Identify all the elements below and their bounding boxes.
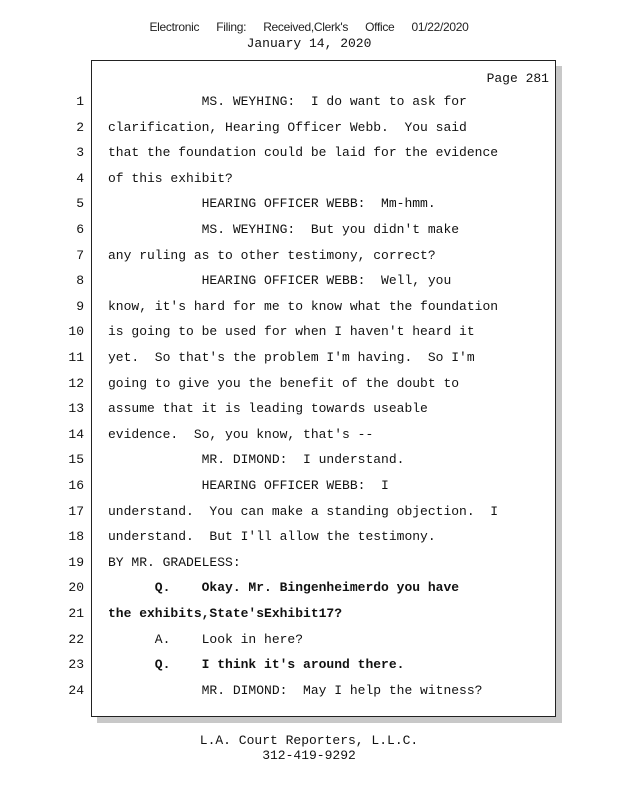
line-number: 21 xyxy=(68,606,84,621)
line-number: 5 xyxy=(76,196,84,212)
page-number: Page 281 xyxy=(486,71,549,86)
transcript-line xyxy=(0,222,618,242)
line-text: MS. WEYHING: But you didn't make xyxy=(108,222,460,237)
line-text: HEARING OFFICER WEBB: Mm-hmm. xyxy=(108,196,436,212)
transcript-line xyxy=(0,196,618,216)
line-number: 3 xyxy=(76,145,84,161)
line-number: 13 xyxy=(68,401,84,417)
line-text: that the foundation could be laid for the evidence xyxy=(108,145,499,161)
transcript-line xyxy=(0,376,618,396)
transcript-line xyxy=(0,580,618,600)
line-number: 10 xyxy=(68,324,84,340)
transcript-line xyxy=(0,94,618,114)
line-number: 23 xyxy=(68,657,84,673)
line-text: assume that it is leading towards useable xyxy=(108,401,428,417)
line-number: 8 xyxy=(76,273,84,289)
line-text: MR. DIMOND: May I help the witness? xyxy=(108,682,483,698)
line-text: yet. So that's the problem I'm having. So I'm xyxy=(108,350,475,365)
line-number: 4 xyxy=(76,170,84,186)
transcript-line xyxy=(0,504,618,524)
transcript-line xyxy=(0,657,618,677)
line-number: 22 xyxy=(68,631,84,647)
transcript-line xyxy=(0,555,618,575)
reporter-company: L.A. Court Reporters, L.L.C. xyxy=(199,733,419,748)
stamp-received: Received,Clerk's xyxy=(263,20,349,34)
line-text: Q. Okay. Mr. Bingenheimerdo you have xyxy=(108,580,460,596)
line-number: 18 xyxy=(68,529,84,545)
footer xyxy=(0,733,618,763)
transcript-line xyxy=(0,350,618,370)
line-text: any ruling as to other testimony, correct? xyxy=(108,247,436,263)
line-number: 7 xyxy=(76,247,84,263)
transcript-line xyxy=(0,452,618,472)
line-text: BY MR. GRADELESS: xyxy=(108,554,241,570)
line-text: MR. DIMOND: I understand. xyxy=(108,452,405,468)
transcript-line xyxy=(0,478,618,498)
line-text: HEARING OFFICER WEBB: Well, you xyxy=(108,273,452,289)
transcript-line xyxy=(0,145,618,165)
transcript-line xyxy=(0,273,618,293)
transcript-line xyxy=(0,171,618,191)
transcript-line xyxy=(0,606,618,626)
line-text: of this exhibit? xyxy=(108,170,233,186)
stamp-office: Office xyxy=(365,20,395,34)
reporter-phone: 312-419-9292 xyxy=(262,748,356,763)
line-text: HEARING OFFICER WEBB: I xyxy=(108,478,389,493)
line-number: 19 xyxy=(68,554,84,570)
line-text: understand. But I'll allow the testimony. xyxy=(108,529,436,545)
line-text: MS. WEYHING: I do want to ask for xyxy=(108,94,467,109)
line-number: 16 xyxy=(68,478,84,493)
line-number: 24 xyxy=(68,682,84,698)
line-number: 14 xyxy=(68,426,84,442)
line-text: understand. You can make a standing objection. I xyxy=(108,503,499,519)
transcript-line xyxy=(0,248,618,268)
line-text: A. Look in here? xyxy=(108,631,304,647)
stamp-electronic: Electronic xyxy=(149,20,200,34)
line-number: 20 xyxy=(68,580,84,596)
line-text: the exhibits,State'sExhibit17? xyxy=(108,606,343,621)
line-number: 6 xyxy=(76,222,84,237)
stamp-date: 01/22/2020 xyxy=(411,20,469,34)
line-text: know, it's hard for me to know what the foundation xyxy=(108,298,499,314)
line-text: evidence. So, you know, that's -- xyxy=(108,426,374,442)
transcript-line xyxy=(0,299,618,319)
line-text: going to give you the benefit of the doubt to xyxy=(108,375,460,391)
line-text: clarification, Hearing Officer Webb. You said xyxy=(108,119,467,135)
line-text: is going to be used for when I haven't heard it xyxy=(108,324,475,340)
line-number: 11 xyxy=(68,350,84,365)
stamp-filing: Filing: xyxy=(216,20,247,34)
line-number: 2 xyxy=(76,119,84,135)
transcript-line xyxy=(0,529,618,549)
line-number: 12 xyxy=(68,375,84,391)
efiling-stamp xyxy=(0,20,618,34)
transcript-line xyxy=(0,401,618,421)
line-number: 9 xyxy=(76,298,84,314)
line-number: 1 xyxy=(76,94,84,109)
transcript-line xyxy=(0,120,618,140)
line-number: 15 xyxy=(68,452,84,468)
transcript-line xyxy=(0,324,618,344)
transcript-line xyxy=(0,632,618,652)
transcript-line xyxy=(0,683,618,703)
transcript-date: January 14, 2020 xyxy=(246,36,372,51)
line-text: Q. I think it's around there. xyxy=(108,657,405,673)
line-number: 17 xyxy=(68,503,84,519)
transcript-line xyxy=(0,427,618,447)
